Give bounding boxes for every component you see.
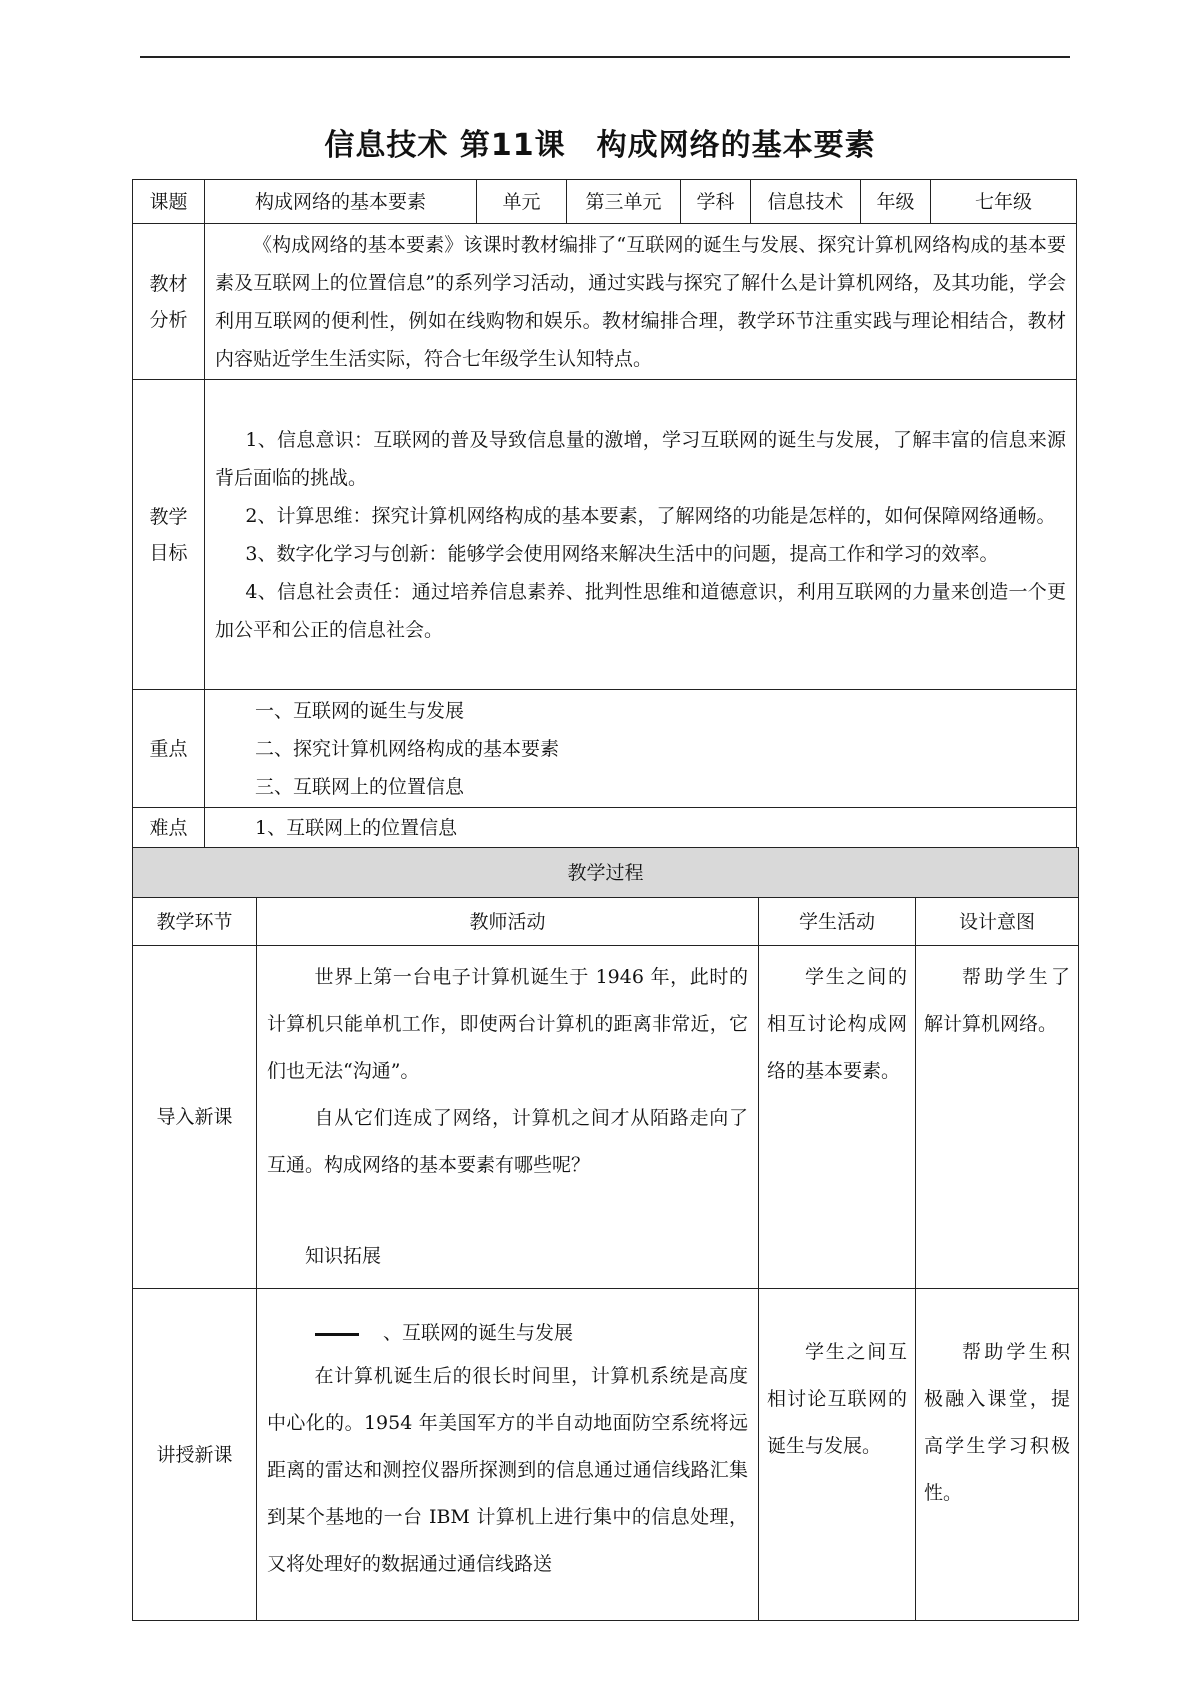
analysis-label-line2: 分析 (149, 308, 188, 331)
section-heading (267, 1313, 748, 1353)
process-row-intro (133, 946, 1079, 1289)
difficult-text: 1、互联网上的位置信息 (205, 808, 1077, 848)
analysis-label (133, 224, 205, 380)
grade-label: 年级 (861, 180, 931, 224)
key-points-label: 重点 (133, 690, 205, 808)
process-table (132, 847, 1079, 1621)
stage-intro: 导入新课 (133, 946, 257, 1289)
teacher-paragraph: 在计算机诞生后的很长时间里，计算机系统是高度中心化的。1954 年美国军方的半自动地面防空系统将远距离的雷达和测控仪器所探测到的信息通过通信线路汇集到某个基地的一台 IBM 计算机上进行集中的信息处理，又将处理好的数据通过通信线路送 (267, 1365, 748, 1575)
page-title: 信息技术 第11课 构成网络的基本要素 (324, 128, 876, 163)
lesson-info-table (132, 179, 1077, 848)
process-header: 教学过程 (133, 848, 1079, 898)
header-rule (140, 56, 1070, 58)
analysis-label-line1: 教材 (149, 272, 188, 295)
process-columns-row (133, 898, 1079, 946)
goals-label (133, 380, 205, 690)
goals-list (205, 380, 1077, 690)
goal-item: 4、信息社会责任：通过培养信息素养、批判性思维和道德意识，利用互联网的力量来创造一个更加公平和公正的信息社会。 (215, 580, 1066, 641)
topic-value: 构成网络的基本要素 (205, 180, 477, 224)
design-intent-text: 帮助学生积极融入课堂，提高学生学习积极性。 (924, 1341, 1071, 1504)
key-points-list (205, 690, 1077, 808)
col-student: 学生活动 (759, 898, 916, 946)
design-intent-text: 帮助学生了解计算机网络。 (924, 966, 1071, 1035)
teacher-activity-intro (257, 946, 759, 1289)
heading-numeral-one (315, 1333, 359, 1336)
analysis-text: 《构成网络的基本要素》该课时教材编排了“互联网的诞生与发展、探究计算机网络构成的基本要素及互联网上的位置信息”的系列学习活动，通过实践与探究了解什么是计算机网络，及其功能，学会利用互联网的便利性，例如在线购物和娱乐。教材编排合理，教学环节注重实践与理论相结合，教材内容贴近学生生活实际，符合七年级学生认知特点。 (205, 224, 1077, 380)
process-header-row (133, 848, 1079, 898)
goal-item: 2、计算思维：探究计算机网络构成的基本要素，了解网络的功能是怎样的，如何保障网络通畅。 (245, 504, 1056, 527)
goal-item: 3、数字化学习与创新：能够学会使用网络来解决生活中的问题，提高工作和学习的效率。 (245, 542, 999, 565)
analysis-row (133, 224, 1077, 380)
difficult-row (133, 808, 1077, 848)
goals-label-line1: 教学 (149, 505, 188, 528)
unit-value: 第三单元 (567, 180, 681, 224)
student-activity-text: 学生之间互相讨论互联网的诞生与发展。 (767, 1341, 907, 1457)
teacher-paragraph: 世界上第一台电子计算机诞生于 1946 年，此时的计算机只能单机工作，即使两台计算机的距离非常近，它们也无法“沟通”。 (267, 966, 748, 1082)
subject-value: 信息技术 (751, 180, 861, 224)
unit-label: 单元 (477, 180, 567, 224)
difficult-label: 难点 (133, 808, 205, 848)
stage-lecture: 讲授新课 (133, 1289, 257, 1621)
goal-item: 1、信息意识：互联网的普及导致信息量的激增，学习互联网的诞生与发展，了解丰富的信息来源背后面临的挑战。 (215, 428, 1066, 489)
info-header-row (133, 180, 1077, 224)
section-heading-text: 、互联网的诞生与发展 (383, 1322, 574, 1344)
col-teacher: 教师活动 (257, 898, 759, 946)
col-intent: 设计意图 (916, 898, 1079, 946)
col-stage: 教学环节 (133, 898, 257, 946)
topic-label: 课题 (133, 180, 205, 224)
student-activity-text: 学生之间的相互讨论构成网络的基本要素。 (767, 966, 907, 1082)
teacher-activity-lecture (257, 1289, 759, 1621)
student-activity-intro (759, 946, 916, 1289)
goals-row (133, 380, 1077, 690)
student-activity-lecture (759, 1289, 916, 1621)
knowledge-extension: 知识拓展 (305, 1245, 382, 1267)
key-point-item: 二、探究计算机网络构成的基本要素 (255, 737, 560, 760)
grade-value: 七年级 (931, 180, 1077, 224)
process-row-lecture (133, 1289, 1079, 1621)
design-intent-intro (916, 946, 1079, 1289)
key-points-row (133, 690, 1077, 808)
goals-label-line2: 目标 (149, 541, 188, 564)
key-point-item: 一、互联网的诞生与发展 (255, 699, 465, 722)
teacher-paragraph: 自从它们连成了网络，计算机之间才从陌路走向了互通。构成网络的基本要素有哪些呢？ (267, 1107, 748, 1176)
subject-label: 学科 (681, 180, 751, 224)
design-intent-lecture (916, 1289, 1079, 1621)
key-point-item: 三、互联网上的位置信息 (255, 775, 465, 798)
